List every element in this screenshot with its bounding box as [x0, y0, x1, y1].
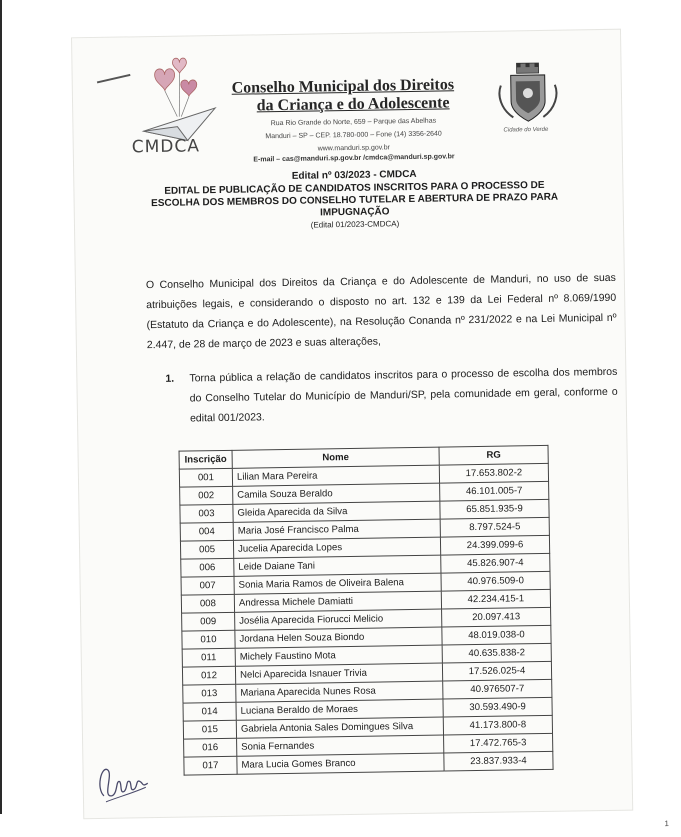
municipal-crest-icon: [492, 61, 563, 132]
cell-nome: Sonia Maria Ramos de Oliveira Balena: [234, 573, 441, 594]
cell-inscricao: 003: [180, 504, 233, 523]
signature-icon: [91, 757, 152, 808]
edital-number: Edital nº 03/2023 - CMDCA: [291, 168, 417, 182]
cell-nome: Jordana Helen Souza Biondo: [235, 627, 442, 648]
cell-rg: 17.653.802-2: [439, 463, 548, 483]
cell-rg: 65.851.935-9: [440, 499, 549, 519]
cell-nome: Mara Lucia Gomes Branco: [237, 753, 444, 774]
org-name-line1: Conselho Municipal dos Direitos: [231, 76, 455, 97]
edital-title: EDITAL DE PUBLICAÇÃO DE CANDIDATOS INSCRITOS PARA O PROCESSO DE ESCOLHA DOS MEMBROS DO CONSELHO TUTELAR E ABERTURA DE PRAZO PARA IMPUGNAÇÃO: [151, 179, 559, 219]
cell-nome: Sonia Fernandes: [237, 735, 444, 756]
cell-inscricao: 015: [183, 720, 236, 739]
cell-inscricao: 001: [179, 468, 232, 487]
address-line2: Manduri – SP – CEP. 18.780-000 – Fone (14) 3356-2640: [265, 130, 442, 141]
cell-rg: 23.837.933-4: [444, 751, 553, 771]
cell-nome: Luciana Beraldo de Moraes: [236, 699, 443, 720]
cell-rg: 17.472.765-3: [444, 733, 553, 753]
cell-nome: Leide Daiane Tani: [234, 555, 441, 576]
cell-inscricao: 006: [181, 558, 234, 577]
cell-inscricao: 009: [182, 612, 235, 631]
cell-nome: Maria José Francisco Palma: [233, 519, 440, 540]
cell-nome: Jucelia Aparecida Lopes: [233, 537, 440, 558]
cell-inscricao: 016: [184, 738, 237, 757]
item-1: [165, 362, 618, 429]
cell-rg: 42.234.415-1: [441, 589, 550, 609]
cell-rg: 20.097.413: [442, 607, 551, 627]
cell-rg: 41.173.800-8: [443, 715, 552, 735]
edital-heading: [144, 167, 565, 233]
item-1-number: 1.: [165, 372, 175, 385]
cell-inscricao: 010: [182, 630, 235, 649]
edital-subtitle: (Edital 01/2023-CMDCA): [310, 219, 400, 230]
header-inscricao: Inscrição: [179, 450, 232, 469]
cell-rg: 30.593.490-9: [443, 697, 552, 717]
crest-caption: Cidade do Verde: [503, 126, 549, 134]
page-number: 1: [664, 819, 669, 829]
org-name-line2: da Criança e do Adolescente: [256, 94, 450, 115]
item-1-text: Torna pública a relação de candidatos inscritos para o processo de escolha dos membros do Conselho Tutelar do Município de Manduri/SP, pela comunidade em geral, conforme o edital 001/2023.: [189, 365, 618, 425]
cell-rg: 48.019.038-0: [442, 625, 551, 645]
cell-rg: 46.101.005-7: [440, 481, 549, 501]
cmdca-logo-text: CMDCA: [131, 136, 201, 158]
email-line: E-mail – cas@manduri.sp.gov.br /cmdca@manduri.sp.gov.br: [253, 153, 455, 164]
cell-nome: Gleida Aparecida da Silva: [233, 501, 440, 522]
intro-paragraph: O Conselho Municipal dos Direitos da Criança e do Adolescente de Manduri, no uso de suas atribuições legais, e considerando o disposto no art. 132 e 139 da Lei Federal nº 8.069/1990 (Estatuto da Criança e do Adolescente), na Resolução Conanda nº 231/2022 e na Lei Municipal nº 2.447, de 28 de março de 2023 e suas alterações,: [145, 271, 617, 352]
cell-nome: Josélia Aparecida Fiorucci Melicio: [235, 609, 442, 630]
website: www.manduri.sp.gov.br: [317, 144, 390, 153]
cell-rg: 17.526.025-4: [442, 661, 551, 681]
cell-inscricao: 004: [180, 522, 233, 541]
cell-nome: Michely Faustino Mota: [235, 645, 442, 666]
cell-inscricao: 002: [180, 486, 233, 505]
cell-inscricao: 013: [183, 684, 236, 703]
cell-rg: 45.826.907-4: [441, 553, 550, 573]
address-line1: Rua Rio Grande do Norte, 659 – Parque das Abelhas: [270, 117, 437, 128]
cell-nome: Nelci Aparecida Isnauer Trivia: [235, 663, 442, 684]
cell-inscricao: 014: [183, 702, 236, 721]
candidates-table: [179, 445, 554, 776]
cell-rg: 24.399.099-6: [440, 535, 549, 555]
cell-rg: 40.976.509-0: [441, 571, 550, 591]
header-rg: RG: [439, 445, 548, 465]
cell-rg: 8.797.524-5: [440, 517, 549, 537]
cell-inscricao: 008: [181, 594, 234, 613]
cell-inscricao: 007: [181, 576, 234, 595]
cell-nome: Gabriela Antonia Sales Domingues Silva: [236, 717, 443, 738]
cell-rg: 40.976507-7: [443, 679, 552, 699]
cell-nome: Mariana Aparecida Nunes Rosa: [236, 681, 443, 702]
header-nome: Nome: [232, 447, 439, 468]
cell-inscricao: 012: [182, 666, 235, 685]
cell-inscricao: 011: [182, 648, 235, 667]
organization-header: [223, 76, 484, 164]
scan-edge: [0, 0, 2, 814]
cell-inscricao: 005: [180, 540, 233, 559]
document-page: [72, 30, 669, 829]
cell-nome: Andressa Michele Damiatti: [234, 591, 441, 612]
cell-inscricao: 017: [184, 756, 237, 775]
cell-rg: 40.635.838-2: [442, 643, 551, 663]
cell-nome: Lilian Mara Pereira: [232, 465, 439, 486]
cell-nome: Camila Souza Beraldo: [233, 483, 440, 504]
